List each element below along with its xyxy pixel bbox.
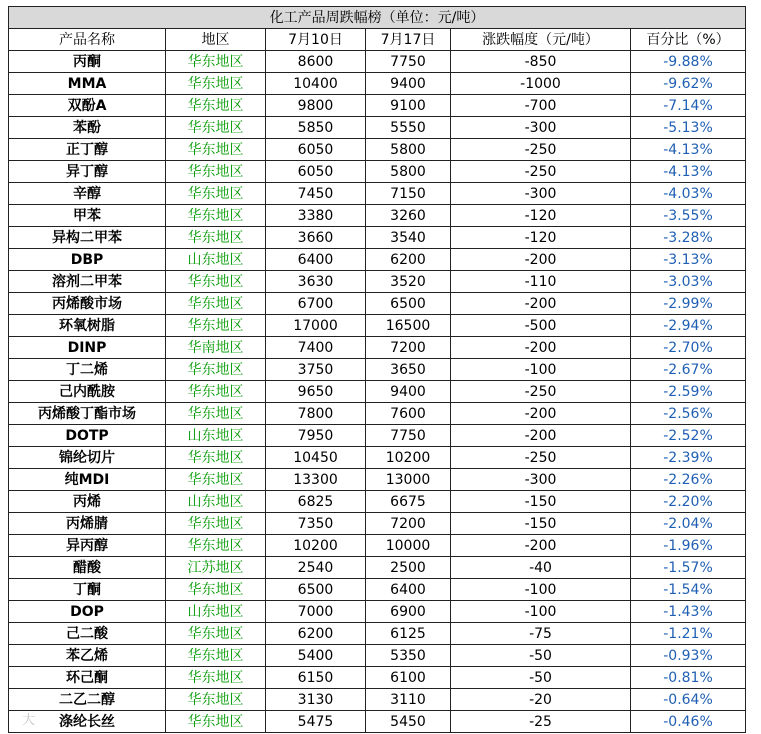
change-percent-cell: -2.94% (631, 315, 746, 337)
price-jul17-cell: 2500 (366, 557, 451, 579)
table-row (9, 95, 746, 117)
change-amount-cell: -75 (451, 623, 631, 645)
price-jul10-cell: 6050 (266, 139, 366, 161)
table-row (9, 359, 746, 381)
change-percent-cell: -9.62% (631, 73, 746, 95)
table-row (9, 513, 746, 535)
change-amount-cell: -120 (451, 205, 631, 227)
change-amount-cell: -250 (451, 139, 631, 161)
change-percent-cell: -2.52% (631, 425, 746, 447)
table-row (9, 73, 746, 95)
price-jul17-cell: 5350 (366, 645, 451, 667)
product-name-cell: 辛醇 (9, 183, 166, 205)
product-name-cell: 丙烯酸市场 (9, 293, 166, 315)
region-cell: 华东地区 (166, 403, 266, 425)
price-jul17-cell: 7600 (366, 403, 451, 425)
price-jul17-cell: 7750 (366, 425, 451, 447)
change-amount-cell: -300 (451, 183, 631, 205)
product-name-cell: 双酚A (9, 95, 166, 117)
product-name-cell: 涤纶长丝 (9, 711, 166, 733)
change-percent-cell: -2.26% (631, 469, 746, 491)
change-amount-cell: -200 (451, 337, 631, 359)
table-title-row (9, 7, 746, 29)
product-name-cell: DINP (9, 337, 166, 359)
price-jul10-cell: 10450 (266, 447, 366, 469)
region-cell: 华东地区 (166, 293, 266, 315)
price-jul10-cell: 6050 (266, 161, 366, 183)
region-cell: 华东地区 (166, 161, 266, 183)
price-jul17-cell: 9400 (366, 73, 451, 95)
header-product-name: 产品名称 (9, 29, 166, 51)
table-row (9, 139, 746, 161)
change-amount-cell: -300 (451, 469, 631, 491)
price-jul17-cell: 10000 (366, 535, 451, 557)
change-amount-cell: -200 (451, 403, 631, 425)
change-percent-cell: -0.81% (631, 667, 746, 689)
product-name-cell: 丁二烯 (9, 359, 166, 381)
product-name-cell: DBP (9, 249, 166, 271)
table-row (9, 491, 746, 513)
region-cell: 华东地区 (166, 271, 266, 293)
change-amount-cell: -50 (451, 645, 631, 667)
change-amount-cell: -150 (451, 513, 631, 535)
change-percent-cell: -9.88% (631, 51, 746, 73)
price-jul10-cell: 9650 (266, 381, 366, 403)
table-row (9, 645, 746, 667)
change-percent-cell: -0.46% (631, 711, 746, 733)
price-jul10-cell: 7450 (266, 183, 366, 205)
price-jul17-cell: 3650 (366, 359, 451, 381)
price-jul17-cell: 6500 (366, 293, 451, 315)
table-row (9, 447, 746, 469)
price-jul17-cell: 5800 (366, 139, 451, 161)
table-row (9, 117, 746, 139)
price-jul10-cell: 6400 (266, 249, 366, 271)
change-percent-cell: -5.13% (631, 117, 746, 139)
table-row (9, 667, 746, 689)
table-row (9, 315, 746, 337)
region-cell: 华东地区 (166, 73, 266, 95)
table-row (9, 403, 746, 425)
change-percent-cell: -2.04% (631, 513, 746, 535)
product-name-cell: 丙烯腈 (9, 513, 166, 535)
price-jul17-cell: 7200 (366, 513, 451, 535)
region-cell: 江苏地区 (166, 557, 266, 579)
region-cell: 华南地区 (166, 337, 266, 359)
price-jul17-cell: 5800 (366, 161, 451, 183)
change-amount-cell: -850 (451, 51, 631, 73)
table-row (9, 337, 746, 359)
price-jul17-cell: 7750 (366, 51, 451, 73)
table-header-row (9, 29, 746, 51)
change-percent-cell: -1.43% (631, 601, 746, 623)
price-jul17-cell: 7150 (366, 183, 451, 205)
region-cell: 华东地区 (166, 513, 266, 535)
price-jul10-cell: 13300 (266, 469, 366, 491)
region-cell: 华东地区 (166, 469, 266, 491)
region-cell: 华东地区 (166, 205, 266, 227)
change-amount-cell: -40 (451, 557, 631, 579)
change-amount-cell: -50 (451, 667, 631, 689)
change-percent-cell: -4.03% (631, 183, 746, 205)
region-cell: 华东地区 (166, 315, 266, 337)
change-percent-cell: -2.39% (631, 447, 746, 469)
change-amount-cell: -300 (451, 117, 631, 139)
change-amount-cell: -100 (451, 579, 631, 601)
change-amount-cell: -110 (451, 271, 631, 293)
price-jul10-cell: 2540 (266, 557, 366, 579)
change-amount-cell: -200 (451, 293, 631, 315)
table-row (9, 271, 746, 293)
price-jul17-cell: 3520 (366, 271, 451, 293)
change-amount-cell: -500 (451, 315, 631, 337)
product-name-cell: 醋酸 (9, 557, 166, 579)
change-amount-cell: -250 (451, 161, 631, 183)
price-jul17-cell: 7200 (366, 337, 451, 359)
price-jul10-cell: 7950 (266, 425, 366, 447)
change-percent-cell: -2.20% (631, 491, 746, 513)
table-row (9, 711, 746, 733)
change-percent-cell: -7.14% (631, 95, 746, 117)
change-amount-cell: -150 (451, 491, 631, 513)
price-jul17-cell: 3260 (366, 205, 451, 227)
price-jul17-cell: 3110 (366, 689, 451, 711)
price-jul10-cell: 5850 (266, 117, 366, 139)
price-jul10-cell: 3630 (266, 271, 366, 293)
watermark-text: 大 (22, 713, 36, 728)
table-row (9, 579, 746, 601)
price-jul10-cell: 6150 (266, 667, 366, 689)
price-jul17-cell: 6675 (366, 491, 451, 513)
table-row (9, 293, 746, 315)
product-name-cell: 环氧树脂 (9, 315, 166, 337)
product-name-cell: MMA (9, 73, 166, 95)
change-percent-cell: -1.96% (631, 535, 746, 557)
table-row (9, 161, 746, 183)
change-amount-cell: -1000 (451, 73, 631, 95)
table-row (9, 183, 746, 205)
change-amount-cell: -200 (451, 425, 631, 447)
region-cell: 山东地区 (166, 249, 266, 271)
region-cell: 华东地区 (166, 579, 266, 601)
table-row (9, 469, 746, 491)
product-name-cell: DOTP (9, 425, 166, 447)
change-amount-cell: -250 (451, 447, 631, 469)
product-name-cell: 正丁醇 (9, 139, 166, 161)
product-name-cell: 苯酚 (9, 117, 166, 139)
price-jul17-cell: 10200 (366, 447, 451, 469)
change-percent-cell: -1.21% (631, 623, 746, 645)
table-row (9, 689, 746, 711)
change-percent-cell: -3.28% (631, 227, 746, 249)
product-name-cell: 己二酸 (9, 623, 166, 645)
region-cell: 山东地区 (166, 425, 266, 447)
price-jul17-cell: 5450 (366, 711, 451, 733)
price-jul10-cell: 3130 (266, 689, 366, 711)
price-jul17-cell: 13000 (366, 469, 451, 491)
table-row (9, 623, 746, 645)
product-name-cell: 环己酮 (9, 667, 166, 689)
header-price-jul10: 7月10日 (266, 29, 366, 51)
change-amount-cell: -120 (451, 227, 631, 249)
header-change-amount: 涨跌幅度（元/吨） (451, 29, 631, 51)
product-name-cell: 溶剂二甲苯 (9, 271, 166, 293)
price-jul17-cell: 6100 (366, 667, 451, 689)
header-change-percent: 百分比（%） (631, 29, 746, 51)
product-name-cell: 丙烯酸丁酯市场 (9, 403, 166, 425)
price-decline-table (8, 6, 746, 733)
table-row (9, 557, 746, 579)
price-jul10-cell: 7800 (266, 403, 366, 425)
region-cell: 华东地区 (166, 689, 266, 711)
product-name-cell: 丙烯 (9, 491, 166, 513)
product-name-cell: DOP (9, 601, 166, 623)
price-jul17-cell: 6200 (366, 249, 451, 271)
price-jul17-cell: 9400 (366, 381, 451, 403)
price-jul10-cell: 6825 (266, 491, 366, 513)
product-name-cell: 二乙二醇 (9, 689, 166, 711)
price-jul17-cell: 5550 (366, 117, 451, 139)
table-row (9, 425, 746, 447)
price-jul10-cell: 6200 (266, 623, 366, 645)
region-cell: 华东地区 (166, 667, 266, 689)
change-percent-cell: -2.99% (631, 293, 746, 315)
product-name-cell: 异构二甲苯 (9, 227, 166, 249)
change-percent-cell: -3.13% (631, 249, 746, 271)
change-percent-cell: -1.54% (631, 579, 746, 601)
change-percent-cell: -2.56% (631, 403, 746, 425)
region-cell: 山东地区 (166, 601, 266, 623)
price-jul10-cell: 5475 (266, 711, 366, 733)
price-jul10-cell: 7000 (266, 601, 366, 623)
region-cell: 华东地区 (166, 645, 266, 667)
region-cell: 华东地区 (166, 139, 266, 161)
price-jul17-cell: 6125 (366, 623, 451, 645)
table-row (9, 205, 746, 227)
region-cell: 华东地区 (166, 227, 266, 249)
table-row (9, 249, 746, 271)
change-percent-cell: -2.67% (631, 359, 746, 381)
change-percent-cell: -0.93% (631, 645, 746, 667)
price-jul10-cell: 6500 (266, 579, 366, 601)
price-jul10-cell: 3660 (266, 227, 366, 249)
price-jul10-cell: 17000 (266, 315, 366, 337)
price-jul17-cell: 16500 (366, 315, 451, 337)
price-jul10-cell: 7400 (266, 337, 366, 359)
change-amount-cell: -200 (451, 249, 631, 271)
change-percent-cell: -3.55% (631, 205, 746, 227)
change-percent-cell: -2.70% (631, 337, 746, 359)
price-jul10-cell: 9800 (266, 95, 366, 117)
price-jul17-cell: 9100 (366, 95, 451, 117)
price-jul10-cell: 6700 (266, 293, 366, 315)
change-percent-cell: -3.03% (631, 271, 746, 293)
region-cell: 华东地区 (166, 381, 266, 403)
product-name-cell: 丙酮 (9, 51, 166, 73)
change-percent-cell: -2.59% (631, 381, 746, 403)
price-jul10-cell: 5400 (266, 645, 366, 667)
product-name-cell: 己内酰胺 (9, 381, 166, 403)
price-jul17-cell: 6900 (366, 601, 451, 623)
product-name-cell: 甲苯 (9, 205, 166, 227)
region-cell: 华东地区 (166, 117, 266, 139)
table-row (9, 227, 746, 249)
header-region: 地区 (166, 29, 266, 51)
region-cell: 华东地区 (166, 535, 266, 557)
change-amount-cell: -250 (451, 381, 631, 403)
region-cell: 华东地区 (166, 183, 266, 205)
table-row (9, 535, 746, 557)
region-cell: 华东地区 (166, 51, 266, 73)
change-amount-cell: -100 (451, 359, 631, 381)
price-jul10-cell: 8600 (266, 51, 366, 73)
product-name-cell: 锦纶切片 (9, 447, 166, 469)
change-percent-cell: -1.57% (631, 557, 746, 579)
change-amount-cell: -100 (451, 601, 631, 623)
table-title: 化工产品周跌幅榜（单位：元/吨） (9, 7, 746, 29)
product-name-cell: 苯乙烯 (9, 645, 166, 667)
price-jul10-cell: 3750 (266, 359, 366, 381)
region-cell: 山东地区 (166, 491, 266, 513)
product-name-cell: 纯MDI (9, 469, 166, 491)
product-name-cell: 异丙醇 (9, 535, 166, 557)
product-name-cell: 异丁醇 (9, 161, 166, 183)
table-row (9, 51, 746, 73)
change-amount-cell: -200 (451, 535, 631, 557)
region-cell: 华东地区 (166, 447, 266, 469)
change-amount-cell: -25 (451, 711, 631, 733)
change-percent-cell: -4.13% (631, 161, 746, 183)
change-percent-cell: -4.13% (631, 139, 746, 161)
change-amount-cell: -700 (451, 95, 631, 117)
price-jul10-cell: 10400 (266, 73, 366, 95)
header-price-jul17: 7月17日 (366, 29, 451, 51)
region-cell: 华东地区 (166, 623, 266, 645)
region-cell: 华东地区 (166, 95, 266, 117)
region-cell: 华东地区 (166, 359, 266, 381)
table-row (9, 381, 746, 403)
price-jul17-cell: 3540 (366, 227, 451, 249)
region-cell: 华东地区 (166, 711, 266, 733)
price-jul10-cell: 3380 (266, 205, 366, 227)
product-name-cell: 丁酮 (9, 579, 166, 601)
change-amount-cell: -20 (451, 689, 631, 711)
change-percent-cell: -0.64% (631, 689, 746, 711)
table-row (9, 601, 746, 623)
price-jul10-cell: 10200 (266, 535, 366, 557)
price-jul10-cell: 7350 (266, 513, 366, 535)
price-jul17-cell: 6400 (366, 579, 451, 601)
